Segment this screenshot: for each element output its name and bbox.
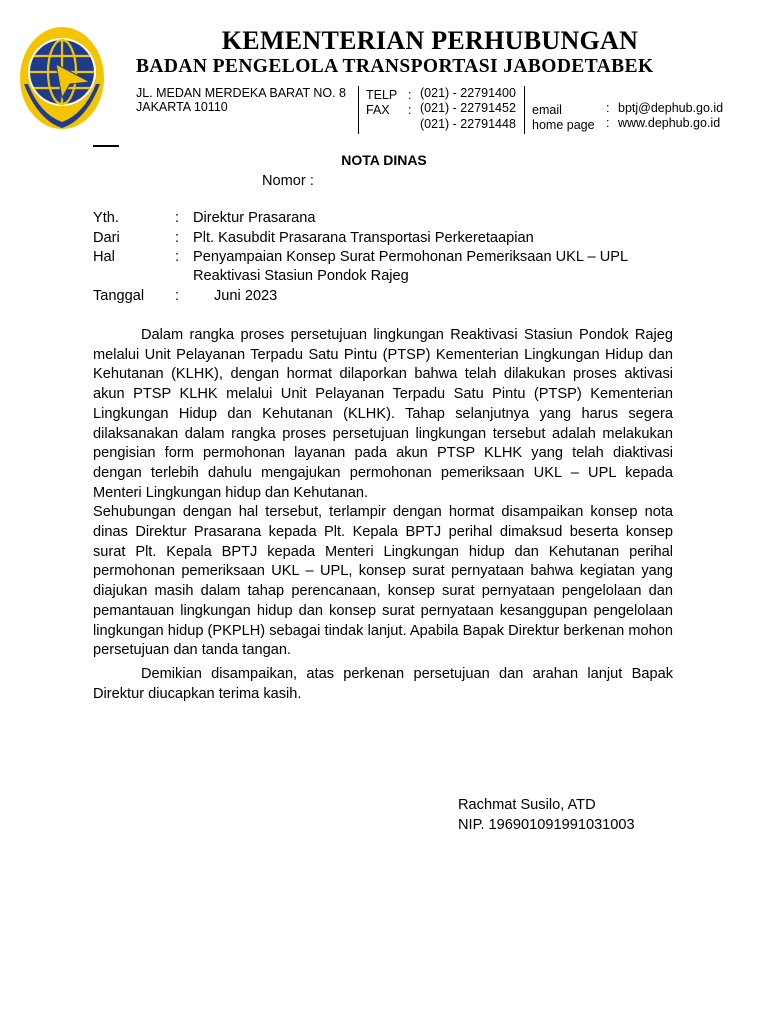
agency-name: BADAN PENGELOLA TRANSPORTASI JABODETABEK <box>136 56 654 77</box>
homepage-value: www.dephub.go.id <box>618 116 721 130</box>
telp-label: TELP <box>366 88 398 102</box>
field-value: Penyampaian Konsep Surat Permohonan Pemeriksaan UKL – UPL <box>193 249 629 265</box>
field-value: Plt. Kasubdit Prasarana Transportasi Perkeretaapian <box>193 230 534 246</box>
body-paragraph: Sehubungan dengan hal tersebut, terlampir dengan hormat disampaikan konsep nota dinas Direktur Prasarana kepada Plt. Kepala BPTJ perihal dimaksud beserta konsep surat Plt. Kepala BPTJ kepada Menteri Lingkungan hidup dan Kehutanan perihal permohonan pemeriksaan UKL – UPL, konsep surat pernyataan bahwa kegiatan yang diajukan masih dalam tahap perencanaan, konsep surat pernyataan pengelolaan dan pemantauan lingkungan hidup dan konsep surat pernyataan kesanggupan pengelolaan lingkungan hidup (PKPLH) sebagai tindak lanjut. Apabila Bapak Direktur berkenan mohon persetujuan dan tanda tangan. <box>93 504 673 659</box>
body-paragraph: Dalam rangka proses persetujuan lingkungan Reaktivasi Stasiun Pondok Rajeg melalui Unit Pelayanan Terpadu Satu Pintu (PTSP) Kementerian Lingkungan Hidup dan Kehutanan (KLHK), dengan hormat dilaporkan bahwa telah dilakukan proses aktivasi akun PTSP KLHK melalui Unit Pelayanan Terpadu Satu Pintu (PTSP) Kementerian Lingkungan Hidup dan Kehutanan (KLHK). Tahap selanjutnya yang harus segera dilaksanakan dalam rangka proses persetujuan lingkungan tersebut adalah melakukan pengisian form permohonan layanan pada akun PTSP KLHK yang telah diaktivasi dengan terlebih dahulu mengajukan permohonan pemeriksaan UKL – UPL kepada Menteri Lingkungan hidup dan Kehutanan. <box>93 327 673 501</box>
phone-number: (021) - 22791400 <box>420 86 516 100</box>
field-value: Direktur Prasarana <box>193 210 316 226</box>
colon: : <box>408 103 412 117</box>
field-label: Dari <box>93 230 120 246</box>
homepage-label: home page <box>532 118 595 132</box>
email-label: email <box>532 103 562 117</box>
colon: : <box>606 116 610 130</box>
email-value: bptj@dephub.go.id <box>618 101 724 115</box>
phone-number: (021) - 22791448 <box>420 117 516 131</box>
field-value: Reaktivasi Stasiun Pondok Rajeg <box>193 268 409 284</box>
colon: : <box>606 101 610 115</box>
fax-label: FAX <box>366 103 390 117</box>
header-rule <box>93 145 119 147</box>
field-sep: : <box>175 210 180 226</box>
memo-title: NOTA DINAS <box>341 152 427 168</box>
field-value: Juni 2023 <box>214 288 278 304</box>
ministry-name: KEMENTERIAN PERHUBUNGAN <box>221 26 639 55</box>
field-label: Tanggal <box>93 288 145 304</box>
field-sep: : <box>175 249 180 265</box>
memo-body <box>93 326 673 704</box>
body-paragraph: Demikian disampaikan, atas perkenan persetujuan dan arahan lanjut Bapak Direktur diucapkan terima kasih. <box>93 665 673 702</box>
address-line1: JL. MEDAN MERDEKA BARAT NO. 8 <box>136 86 347 100</box>
field-sep: : <box>175 288 180 304</box>
nomor-label: Nomor : <box>262 173 314 189</box>
field-label: Hal <box>93 249 115 265</box>
field-sep: : <box>175 230 180 246</box>
signatory-nip: NIP. 196901091991031003 <box>458 817 635 833</box>
address-line2: JAKARTA 10110 <box>136 100 228 114</box>
phone-number: (021) - 22791452 <box>420 101 516 115</box>
signatory-name: Rachmat Susilo, ATD <box>458 797 596 813</box>
colon: : <box>408 88 412 102</box>
field-label: Yth. <box>93 210 119 226</box>
divider <box>524 86 525 134</box>
divider <box>358 86 359 134</box>
